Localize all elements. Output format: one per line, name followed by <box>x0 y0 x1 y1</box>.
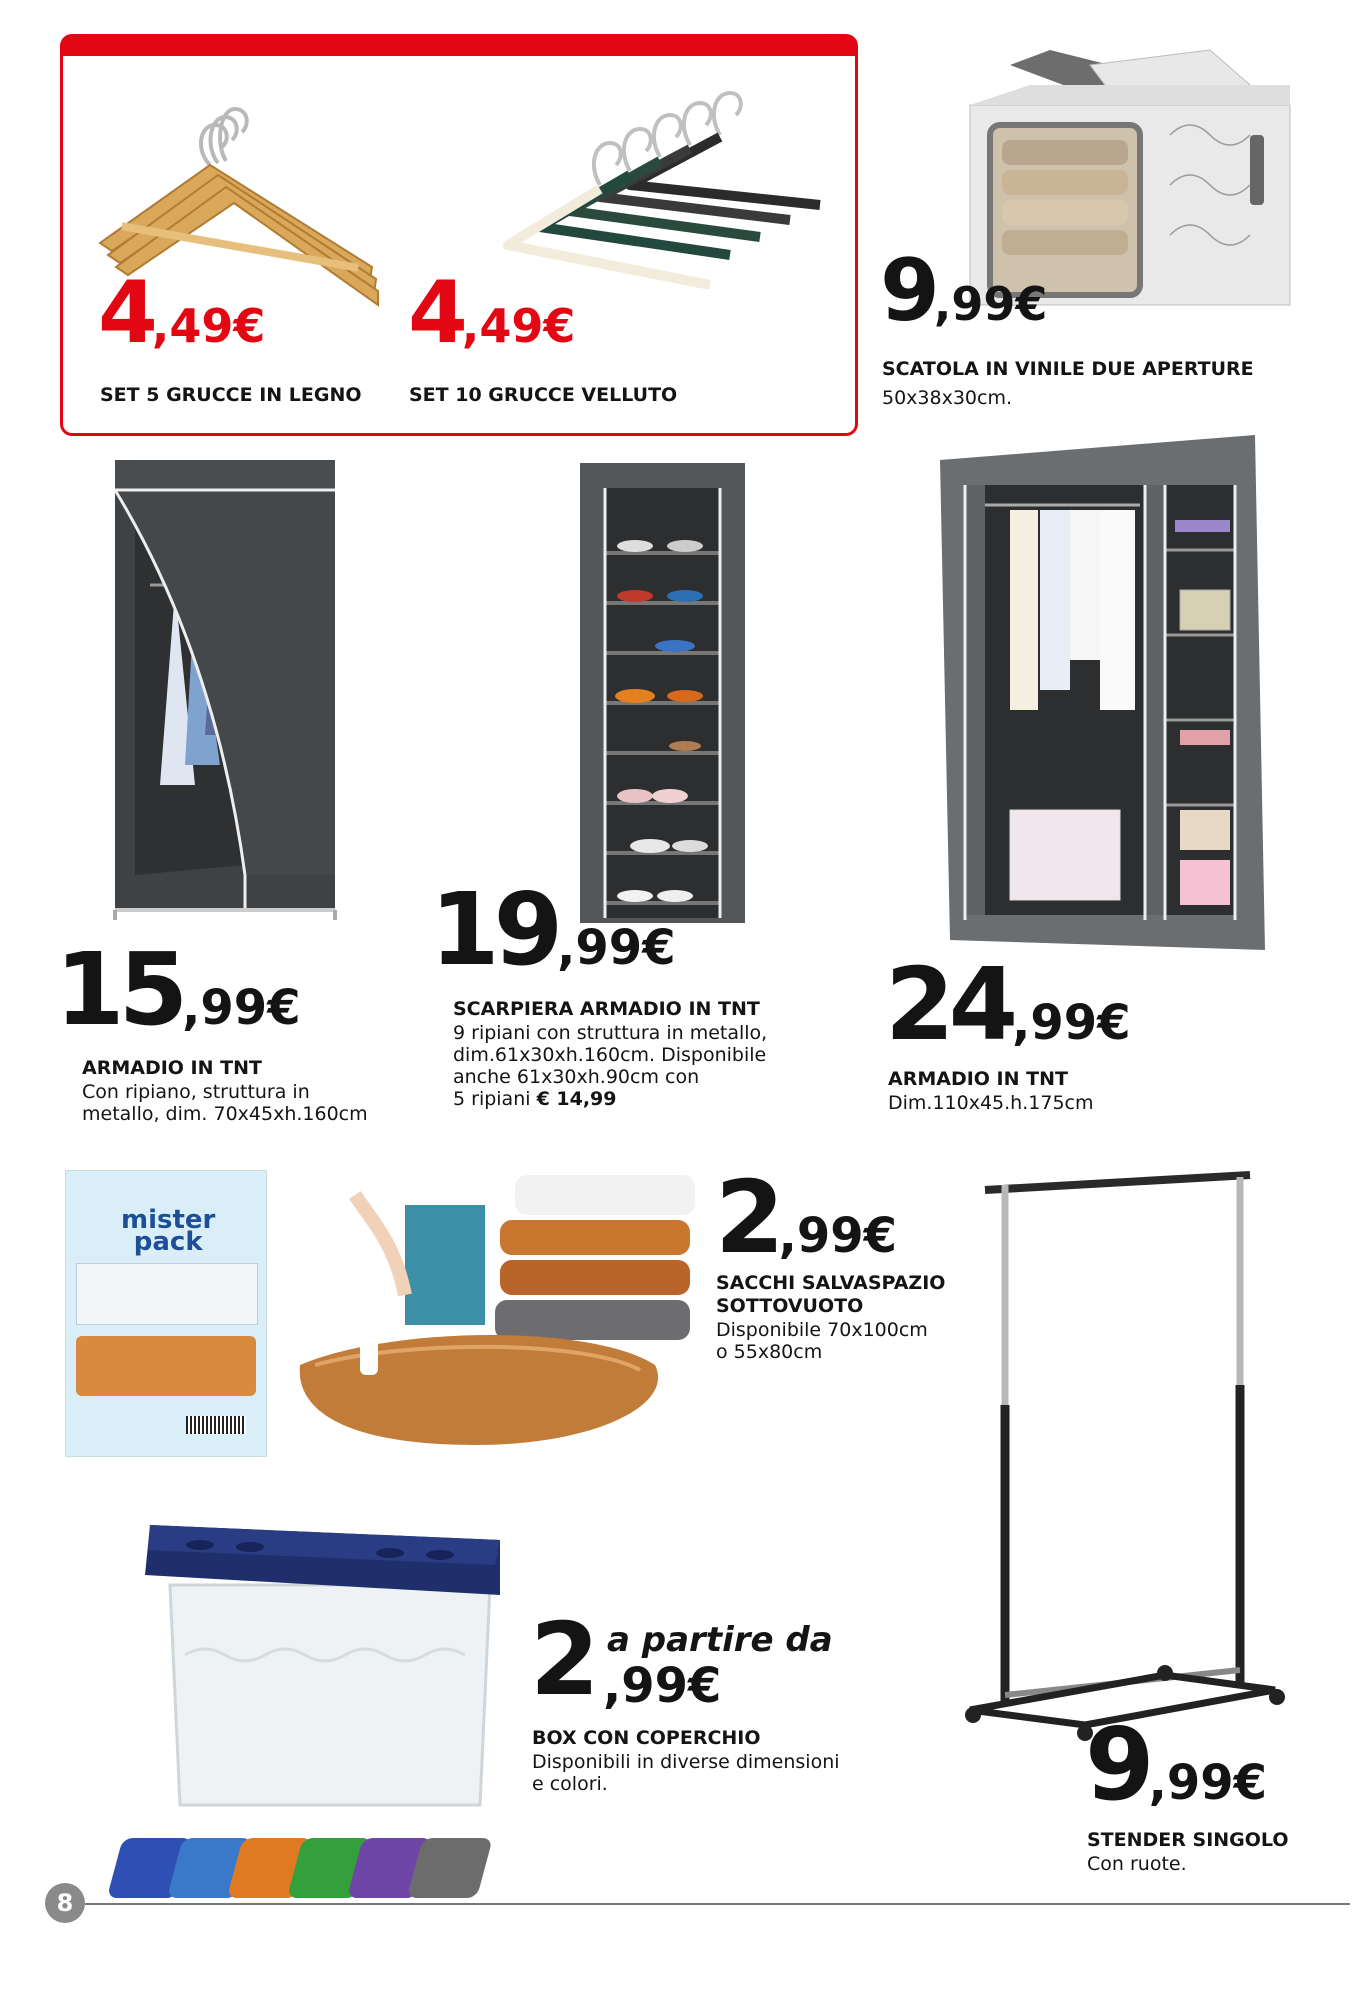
brand-line-2: pack <box>133 1227 203 1257</box>
product-name-box-lid: BOX CON COPERCHIO <box>532 1727 761 1749</box>
brand-line-1: mister <box>121 1205 216 1235</box>
product-name-wood-hangers: SET 5 GRUCCE IN LEGNO <box>100 384 362 406</box>
footer-divider <box>85 1903 1350 1905</box>
plastic-box-icon <box>140 1505 510 1825</box>
page-number: 8 <box>45 1883 85 1923</box>
product-name-velvet-hangers: SET 10 GRUCCE VELLUTO <box>409 384 678 406</box>
price-box-lid: 2 <box>530 1601 594 1718</box>
price-storage-box: 9,99€ <box>880 241 1048 341</box>
price-clothes-rack: 9,99€ <box>1085 1706 1268 1823</box>
product-desc-shoe-rack-2: dim.61x30xh.160cm. Disponibile <box>453 1044 767 1066</box>
barcode-icon <box>186 1416 246 1434</box>
alt-price: € 14,99 <box>536 1088 617 1110</box>
price-vacuum-bags: 2,99€ <box>715 1159 898 1276</box>
price-prefix: a partire da <box>607 1620 833 1660</box>
package-contents <box>76 1336 256 1396</box>
product-desc-clothes-rack: Con ruote. <box>1087 1853 1187 1875</box>
price-wood-hangers: 4,49€ <box>98 263 266 363</box>
price-wardrobe-large: 24,99€ <box>885 946 1131 1063</box>
vacuum-bag-package <box>65 1170 267 1457</box>
price-box-lid-decimals: ,99€ <box>603 1658 722 1714</box>
vacuum-bag-icon <box>295 1165 695 1455</box>
package-brand <box>121 1205 216 1257</box>
product-name-shoe-rack: SCARPIERA ARMADIO IN TNT <box>453 998 760 1020</box>
product-desc-shoe-rack-3: anche 61x30xh.90cm con <box>453 1066 700 1088</box>
product-name-wardrobe-small: ARMADIO IN TNT <box>82 1057 262 1079</box>
shoe-rack-icon <box>575 458 750 938</box>
product-desc-box-lid-2: e colori. <box>532 1773 608 1795</box>
price-wardrobe-small: 15,99€ <box>55 931 301 1048</box>
clothes-rack-icon <box>965 1165 1295 1755</box>
double-wardrobe-icon <box>935 430 1275 970</box>
package-label <box>76 1263 258 1325</box>
price-velvet-hangers: 4,49€ <box>408 263 576 363</box>
product-name-clothes-rack: STENDER SINGOLO <box>1087 1829 1289 1851</box>
product-name-vacuum-bags-2: SOTTOVUOTO <box>716 1295 864 1317</box>
product-desc-shoe-rack-4 <box>453 1088 617 1110</box>
product-desc-vacuum-bags-1: Disponibile 70x100cm <box>716 1319 928 1341</box>
product-desc-storage-box: 50x38x30cm. <box>882 387 1013 409</box>
product-desc-box-lid-1: Disponibili in diverse dimensioni <box>532 1751 840 1773</box>
product-name-wardrobe-large: ARMADIO IN TNT <box>888 1068 1068 1090</box>
colored-lids-icon <box>105 1830 525 1910</box>
product-desc-wardrobe-small-1: Con ripiano, struttura in <box>82 1081 310 1103</box>
product-desc-shoe-rack-1: 9 ripiani con struttura in metallo, <box>453 1022 768 1044</box>
product-desc-wardrobe-large: Dim.110x45.h.175cm <box>888 1092 1094 1114</box>
product-desc-wardrobe-small-2: metallo, dim. 70x45xh.160cm <box>82 1103 368 1125</box>
desc-text: 5 ripiani <box>453 1088 537 1110</box>
wardrobe-icon <box>95 455 345 925</box>
product-name-storage-box: SCATOLA IN VINILE DUE APERTURE <box>882 358 1254 380</box>
price-shoe-rack: 19,99€ <box>430 871 676 988</box>
product-desc-vacuum-bags-2: o 55x80cm <box>716 1341 823 1363</box>
product-name-vacuum-bags-1: SACCHI SALVASPAZIO <box>716 1272 946 1294</box>
